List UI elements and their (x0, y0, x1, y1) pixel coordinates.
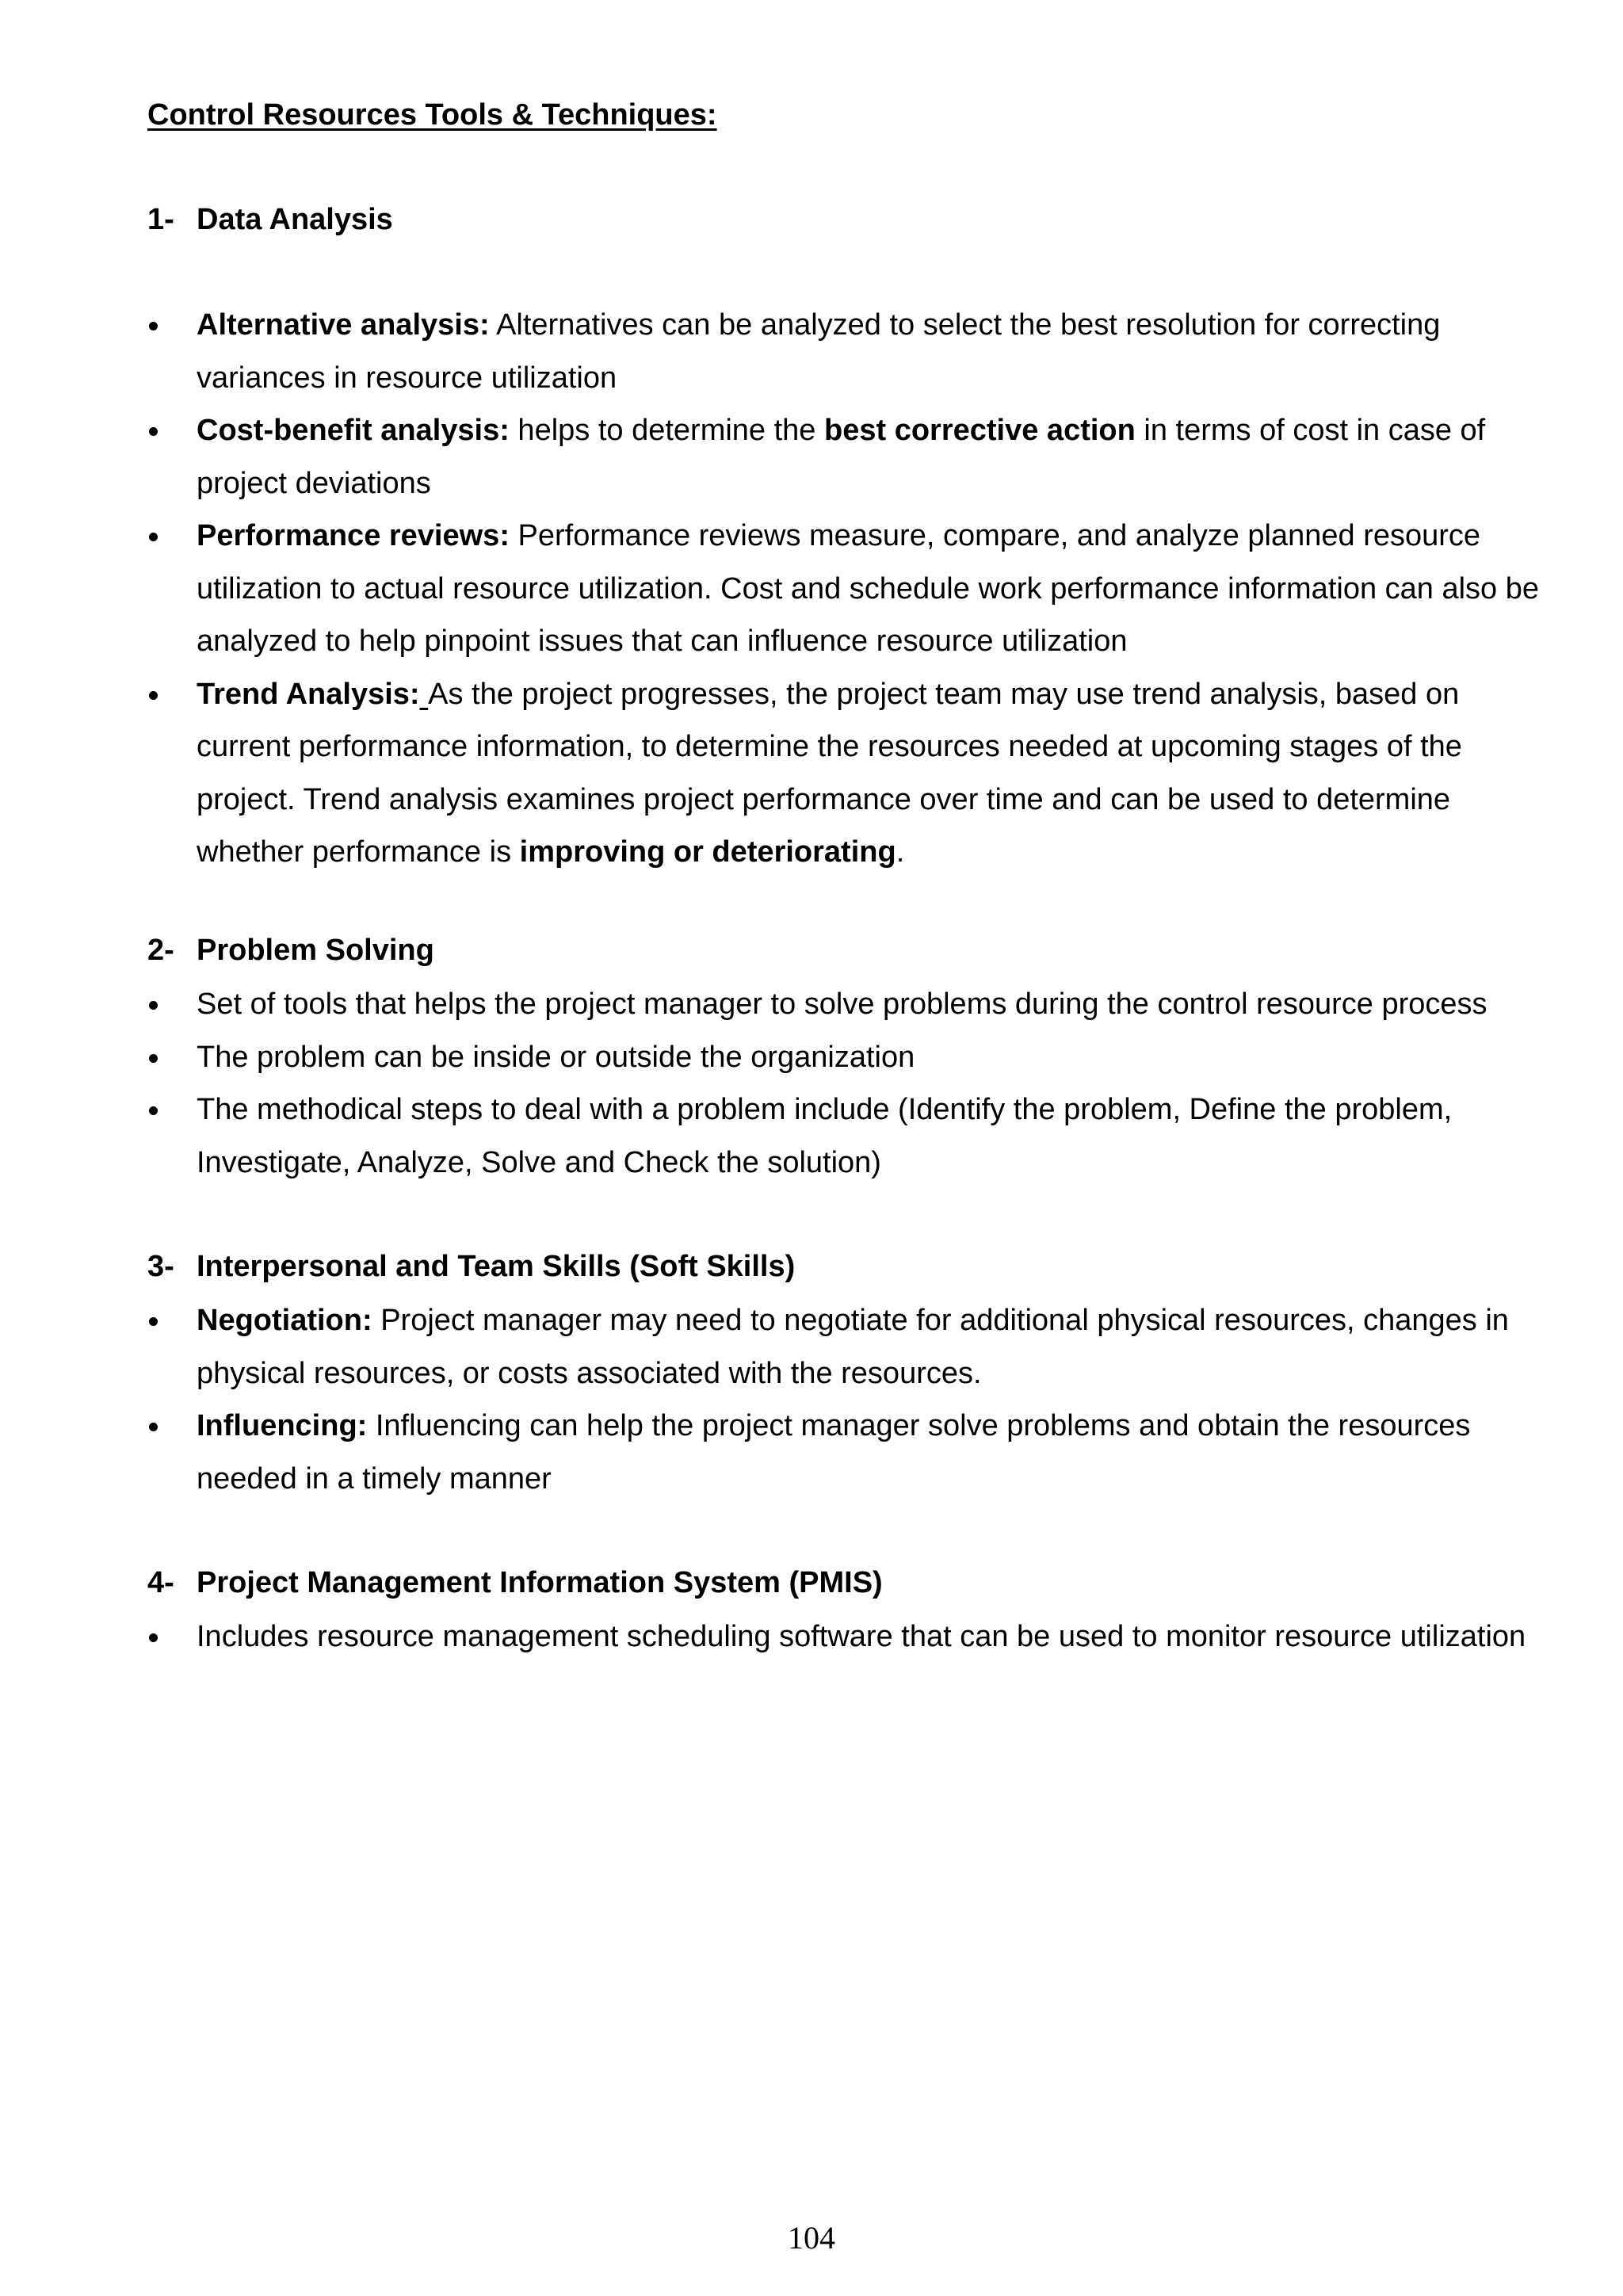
bullet-text: helps to determine the (509, 414, 825, 447)
underlined-space (420, 678, 429, 711)
bullet-text: . (896, 835, 905, 869)
bullet-icon (149, 691, 158, 700)
bullet-term: Cost-benefit analysis: (197, 414, 510, 447)
section-title: Project Management Information System (PMIS) (197, 1566, 883, 1599)
page-title: Control Resources Tools & Techniques: (147, 98, 717, 132)
pmis-list (147, 1610, 1542, 1664)
interpersonal-skills-list (147, 1294, 1542, 1505)
bullet-text: Influencing can help the project manager solve problems and obtain the resources needed in a timely manner (197, 1409, 1471, 1496)
bullet-text: in terms of cost in case of project deviations (197, 414, 1486, 500)
bullet-text: As the project progresses, the project team may use trend analysis, based on current performance information, to determine the resources needed at upcoming stages of the project. Trend analysis examines project performance over time and can be used to determine whether performance is (197, 677, 1462, 869)
bullet-term: Trend Analysis: (197, 677, 420, 711)
list-item-trend-analysis (147, 668, 1542, 879)
bullet-text: Performance reviews measure, compare, and analyze planned resource utilization to actual resource utilization. Cost and schedule work performance information can also be analyzed to help pinpoint issues that can influence resource utilization (197, 519, 1540, 658)
bullet-text: The methodical steps to deal with a problem include (Identify the problem, Define the problem, Investigate, Analyze, Solve and Check the solution) (197, 1093, 1453, 1179)
section-title: Interpersonal and Team Skills (Soft Skills) (197, 1250, 796, 1283)
list-item-alternative-analysis (147, 299, 1542, 404)
list-item (147, 1083, 1542, 1189)
bullet-text: Set of tools that helps the project manager to solve problems during the control resource process (197, 988, 1487, 1021)
bullet-text: Includes resource management scheduling software that can be used to monitor resource utilization (197, 1620, 1526, 1653)
bullet-icon (149, 1317, 158, 1326)
bullet-icon (149, 1054, 158, 1063)
bullet-term: Influencing: (197, 1409, 368, 1442)
list-item-cost-benefit-analysis (147, 404, 1542, 510)
bullet-term: Performance reviews: (197, 519, 510, 552)
list-item-influencing (147, 1400, 1542, 1505)
bullet-term: Negotiation: (197, 1304, 372, 1337)
bullet-term: Alternative analysis: (197, 308, 490, 342)
problem-solving-list (147, 978, 1542, 1189)
bullet-icon (149, 322, 158, 330)
bullet-text: Alternatives can be analyzed to select the best resolution for correcting variances in resource utilization (197, 308, 1441, 395)
section-heading-data-analysis (147, 203, 393, 237)
section-number: 1- (147, 203, 174, 236)
list-item (147, 1610, 1542, 1664)
bullet-icon (149, 1001, 158, 1010)
bullet-text: Project manager may need to negotiate for additional physical resources, changes in physical resources, or costs associated with the resources. (197, 1304, 1509, 1390)
bullet-emphasis: best corrective action (824, 414, 1136, 447)
bullet-icon (149, 533, 158, 541)
list-item (147, 1031, 1542, 1084)
list-item-performance-reviews (147, 510, 1542, 668)
section-heading-problem-solving (147, 934, 434, 968)
section-number: 4- (147, 1566, 174, 1599)
bullet-icon (149, 1633, 158, 1642)
section-number: 2- (147, 934, 174, 967)
bullet-icon (149, 427, 158, 436)
section-title: Data Analysis (197, 203, 393, 236)
section-number: 3- (147, 1250, 174, 1283)
section-heading-pmis (147, 1566, 883, 1600)
list-item (147, 978, 1542, 1031)
section-heading-interpersonal-team-skills (147, 1250, 795, 1284)
section-title: Problem Solving (197, 934, 434, 967)
bullet-text: The problem can be inside or outside the organization (197, 1040, 915, 1074)
page-number: 104 (788, 2220, 835, 2256)
bullet-icon (149, 1423, 158, 1431)
bullet-icon (149, 1106, 158, 1115)
data-analysis-list (147, 299, 1542, 879)
bullet-emphasis: improving or deteriorating (519, 835, 896, 869)
list-item-negotiation (147, 1294, 1542, 1400)
